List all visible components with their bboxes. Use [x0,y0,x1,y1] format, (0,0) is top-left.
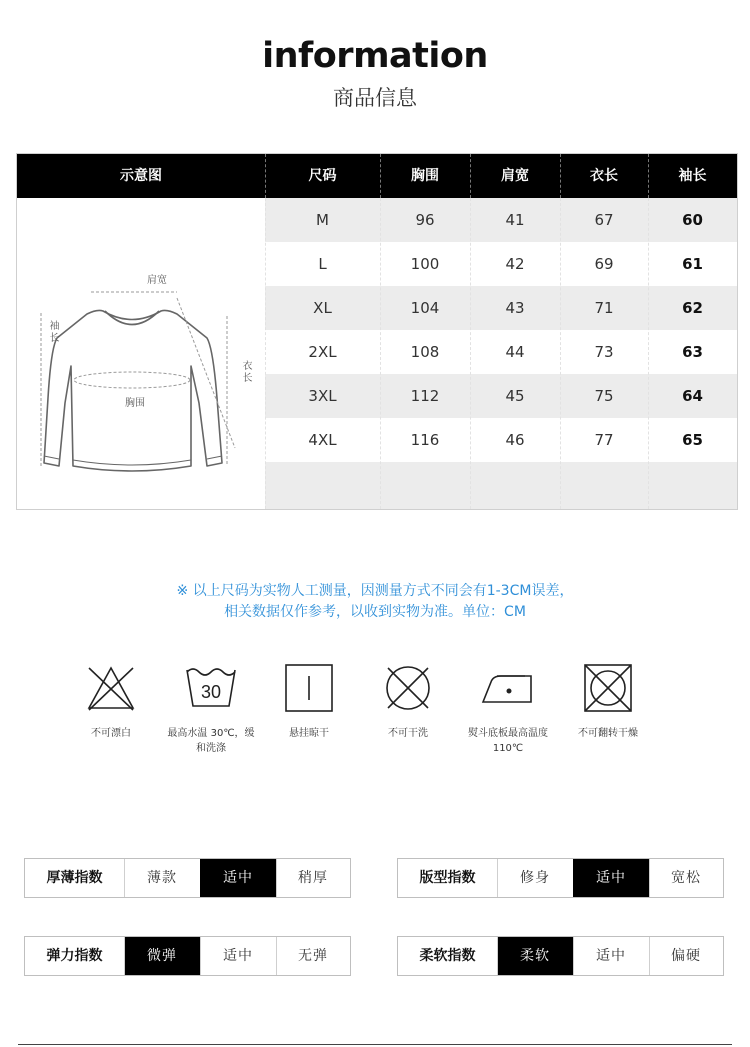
cell-size: 2XL [308,343,337,361]
fit-option-regular: 适中 [573,859,649,897]
header-divider [560,154,561,198]
table-row-empty [265,462,737,509]
cell-size: 3XL [308,387,337,405]
elasticity-option-none: 无弹 [298,948,328,964]
care-label: 最高水温 30℃，缓和洗涤 [167,728,255,754]
index-divider [649,859,650,897]
no-bleach-icon [85,662,137,714]
header-divider [648,154,649,198]
care-item-no-tumble-dry [562,662,654,741]
thickness-index [24,858,351,898]
elasticity-index-label: 弹力指数 [46,948,103,964]
fit-option-loose: 宽松 [671,870,701,886]
cell-chest: 116 [410,431,440,449]
page-subtitle: 商品信息 [333,86,417,110]
cell-length: 69 [594,255,614,273]
cell-size: XL [313,299,332,317]
header-divider [265,154,266,198]
care-item-iron [462,662,554,756]
index-divider [497,859,498,897]
thickness-option-thick: 稍厚 [298,870,328,886]
diagram-label-chest: 胸围 [125,398,145,409]
diagram-label-length: 衣长 [240,360,251,384]
cell-sleeve: 61 [682,255,703,273]
cell-size: M [316,211,329,229]
header-divider [470,154,471,198]
wash-30-icon [183,662,239,714]
cell-length: 73 [594,343,614,361]
table-row [265,242,737,286]
care-label: 熨斗底板最高温度 110℃ [468,728,548,754]
table-row [265,418,737,462]
cell-length: 75 [594,387,614,405]
page-title: information [262,36,488,76]
softness-index [397,936,724,976]
column-divider [648,198,649,509]
care-item-hang-dry [263,662,355,741]
tshirt-diagram [17,198,265,509]
fit-index [397,858,724,898]
no-dry-clean-icon [382,662,434,714]
softness-index-label: 柔软指数 [419,948,476,964]
cell-shoulder: 46 [505,431,525,449]
column-divider [380,198,381,509]
index-divider [276,937,277,975]
elasticity-option-slight: 微弹 [124,937,200,975]
care-label: 不可漂白 [91,728,131,739]
bottom-divider [18,1044,732,1045]
thickness-index-label: 厚薄指数 [46,870,103,886]
diagram-label-sleeve: 袖长 [47,320,58,344]
size-table [16,153,738,510]
cell-size: L [318,255,327,273]
tshirt-outline-icon [17,198,265,509]
cell-chest: 108 [410,343,440,361]
cell-shoulder: 42 [505,255,525,273]
header-length: 衣长 [590,168,618,184]
care-label: 悬挂晾干 [289,728,329,739]
header-divider [380,154,381,198]
no-tumble-dry-icon [582,662,634,714]
column-divider [470,198,471,509]
header-sleeve: 袖长 [678,168,707,184]
elasticity-index [24,936,351,976]
cell-shoulder: 41 [505,211,525,229]
cell-sleeve: 64 [682,387,703,405]
fit-index-label: 版型指数 [419,870,476,886]
fit-option-slim: 修身 [520,870,550,886]
cell-shoulder: 45 [505,387,525,405]
index-divider [573,937,574,975]
cell-length: 77 [594,431,614,449]
care-item-wash-30 [165,662,257,756]
table-row [265,198,737,242]
thickness-option-medium: 适中 [200,859,276,897]
care-item-no-dry-clean [362,662,454,741]
table-row [265,374,737,418]
size-table-header [17,154,737,198]
diagram-label-shoulder: 肩宽 [147,275,167,286]
cell-chest: 104 [410,299,440,317]
care-label: 不可干洗 [388,728,428,739]
column-divider [560,198,561,509]
measurement-note-line1: ※ 以上尺码为实物人工测量，因测量方式不同会有1-3CM误差， [176,583,574,599]
iron-110-icon [479,662,537,714]
cell-chest: 112 [410,387,440,405]
index-divider [124,937,125,975]
cell-shoulder: 43 [505,299,525,317]
table-row [265,286,737,330]
cell-sleeve: 63 [682,343,703,361]
hang-dry-icon [283,662,335,714]
thickness-option-thin: 薄款 [147,870,177,886]
header-diagram: 示意图 [120,168,162,184]
cell-sleeve: 65 [682,431,703,449]
header-chest: 胸围 [411,168,439,184]
cell-chest: 96 [415,211,435,229]
softness-option-soft: 柔软 [497,937,573,975]
cell-length: 67 [594,211,614,229]
index-divider [276,859,277,897]
index-divider [497,937,498,975]
cell-sleeve: 62 [682,299,703,317]
softness-option-hard: 偏硬 [671,948,701,964]
elasticity-option-medium: 适中 [223,948,253,964]
wash-temp-badge: 30 [200,682,222,702]
index-divider [649,937,650,975]
care-item-no-bleach [65,662,157,741]
cell-sleeve: 60 [682,211,703,229]
cell-shoulder: 44 [505,343,525,361]
column-divider [265,198,266,509]
cell-length: 71 [594,299,614,317]
table-row [265,330,737,374]
header-size: 尺码 [308,168,337,184]
index-divider [200,937,201,975]
cell-chest: 100 [410,255,440,273]
index-divider [124,859,125,897]
softness-option-medium: 适中 [596,948,626,964]
iron-dot [507,689,512,694]
measurement-note-line2: 相关数据仅作参考，以收到实物为准。单位：CM [224,604,526,620]
cell-size: 4XL [308,431,337,449]
care-label: 不可翻转干燥 [578,728,638,739]
header-shoulder: 肩宽 [501,168,529,184]
